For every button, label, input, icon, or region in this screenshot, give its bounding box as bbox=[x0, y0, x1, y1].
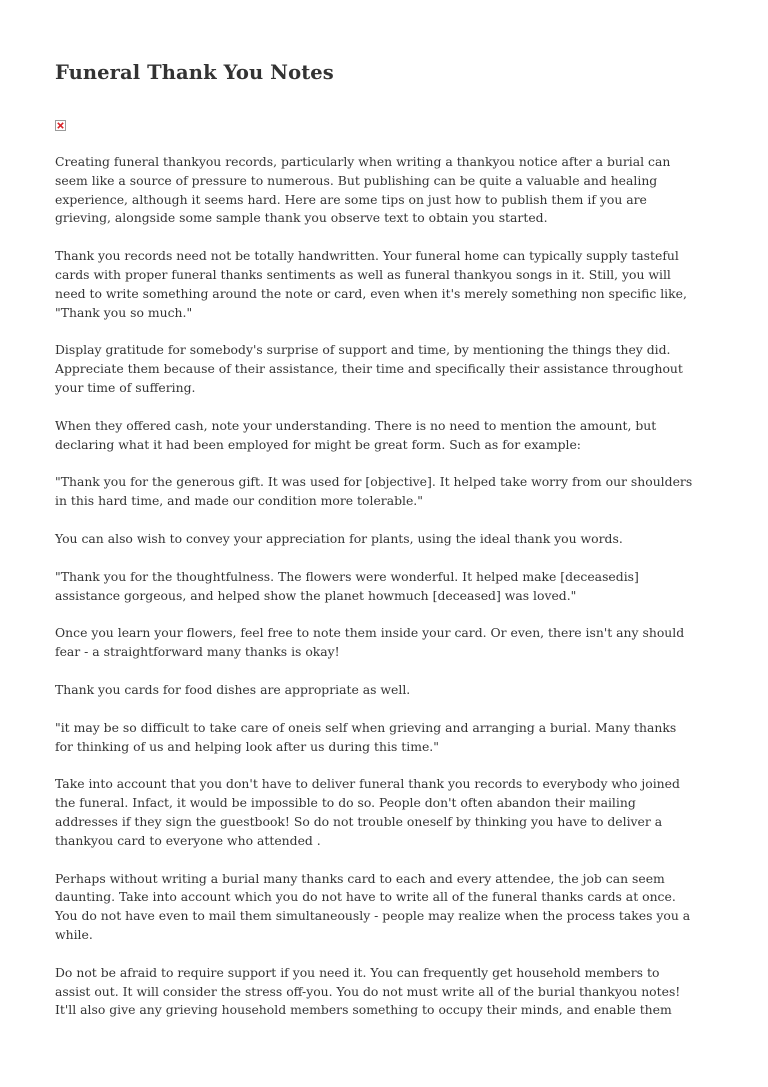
paragraph-line: "Thank you for the generous gift. It was used for [objective]. It helped take worry from our shoulders bbox=[55, 474, 693, 490]
paragraph-line: addresses if they sign the guestbook! So do not trouble oneself by thinking you have to deliver a bbox=[55, 813, 663, 829]
paragraph bbox=[55, 681, 716, 700]
paragraph-line: grieving, alongside some sample thank you observe text to obtain you started. bbox=[55, 210, 548, 226]
paragraph-line: seem like a source of pressure to numerous. But publishing can be quite a valuable and healing bbox=[55, 172, 658, 188]
paragraph bbox=[55, 530, 716, 549]
paragraph-line: your time of suffering. bbox=[55, 379, 196, 395]
paragraph-line: Creating funeral thankyou records, particularly when writing a thankyou notice after a burial can bbox=[55, 154, 671, 169]
article-body bbox=[55, 153, 716, 1020]
paragraph-line: Take into account that you don't have to deliver funeral thank you records to everybody who joined bbox=[55, 776, 680, 792]
paragraph bbox=[55, 153, 716, 228]
paragraph-line: assist out. It will consider the stress off-you. You do not must write all of the burial thankyou notes! bbox=[55, 983, 681, 999]
paragraph-line: assistance gorgeous, and helped show the planet howmuch [deceased] was loved." bbox=[55, 587, 577, 603]
paragraph-line: When they offered cash, note your understanding. There is no need to mention the amount, but bbox=[55, 417, 657, 433]
page-title: Funeral Thank You Notes bbox=[55, 61, 334, 84]
broken-image-icon bbox=[55, 120, 66, 131]
paragraph-line: You do not have even to mail them simultaneously - people may realize when the process takes you a bbox=[55, 908, 691, 924]
paragraph-line: Thank you records need not be totally handwritten. Your funeral home can typically supply tasteful bbox=[55, 248, 679, 264]
paragraph bbox=[55, 624, 716, 662]
paragraph-line: need to write something around the note or card, even when it's merely something non specific like, bbox=[55, 285, 687, 301]
red-x-icon bbox=[57, 122, 64, 129]
paragraph-line: daunting. Take into account which you do not have to write all of the funeral thanks cards at once. bbox=[55, 889, 676, 905]
paragraph-line: while. bbox=[55, 926, 93, 942]
paragraph-line: Once you learn your flowers, feel free to note them inside your card. Or even, there isn't any should bbox=[55, 625, 685, 641]
paragraph-line: Display gratitude for somebody's surprise of support and time, by mentioning the things they did. bbox=[55, 342, 671, 358]
paragraph-line: It'll also give any grieving household members something to occupy their minds, and enable them bbox=[55, 1002, 672, 1018]
paragraph-line: Appreciate them because of their assistance, their time and specifically their assistance throughout bbox=[55, 361, 683, 377]
paragraph-line: fear - a straightforward many thanks is okay! bbox=[55, 644, 340, 660]
paragraph-line: the funeral. Infact, it would be impossible to do so. People don't often abandon their mailing bbox=[55, 795, 636, 811]
paragraph-line: declaring what it had been employed for might be great form. Such as for example: bbox=[55, 436, 581, 452]
paragraph-line: "it may be so difficult to take care of oneis self when grieving and arranging a burial. Many thanks bbox=[55, 719, 677, 735]
paragraph bbox=[55, 719, 716, 757]
paragraph-line: You can also wish to convey your appreciation for plants, using the ideal thank you words. bbox=[55, 530, 623, 546]
paragraph bbox=[55, 775, 716, 850]
paragraph-line: thankyou card to everyone who attended . bbox=[55, 832, 321, 848]
paragraph-line: cards with proper funeral thanks sentiments as well as funeral thankyou songs in it. Still, you will bbox=[55, 266, 671, 282]
paragraph bbox=[55, 341, 716, 397]
paragraph bbox=[55, 247, 716, 322]
paragraph bbox=[55, 417, 716, 455]
paragraph-line: Thank you cards for food dishes are appropriate as well. bbox=[55, 681, 411, 697]
paragraph-line: in this hard time, and made our condition more tolerable." bbox=[55, 493, 423, 509]
paragraph bbox=[55, 568, 716, 606]
paragraph-line: Perhaps without writing a burial many thanks card to each and every attendee, the job can seem bbox=[55, 870, 665, 886]
paragraph-line: "Thank you for the thoughtfulness. The flowers were wonderful. It helped make [deceasedis] bbox=[55, 568, 639, 584]
paragraph-line: "Thank you so much." bbox=[55, 304, 193, 320]
paragraph bbox=[55, 473, 716, 511]
paragraph-line: experience, although it seems hard. Here are some tips on just how to publish them if you are bbox=[55, 191, 647, 207]
paragraph bbox=[55, 870, 716, 945]
paragraph bbox=[55, 964, 716, 1020]
paragraph-line: Do not be afraid to require support if you need it. You can frequently get household members to bbox=[55, 964, 660, 980]
paragraph-line: for thinking of us and helping look after us during this time." bbox=[55, 738, 439, 754]
